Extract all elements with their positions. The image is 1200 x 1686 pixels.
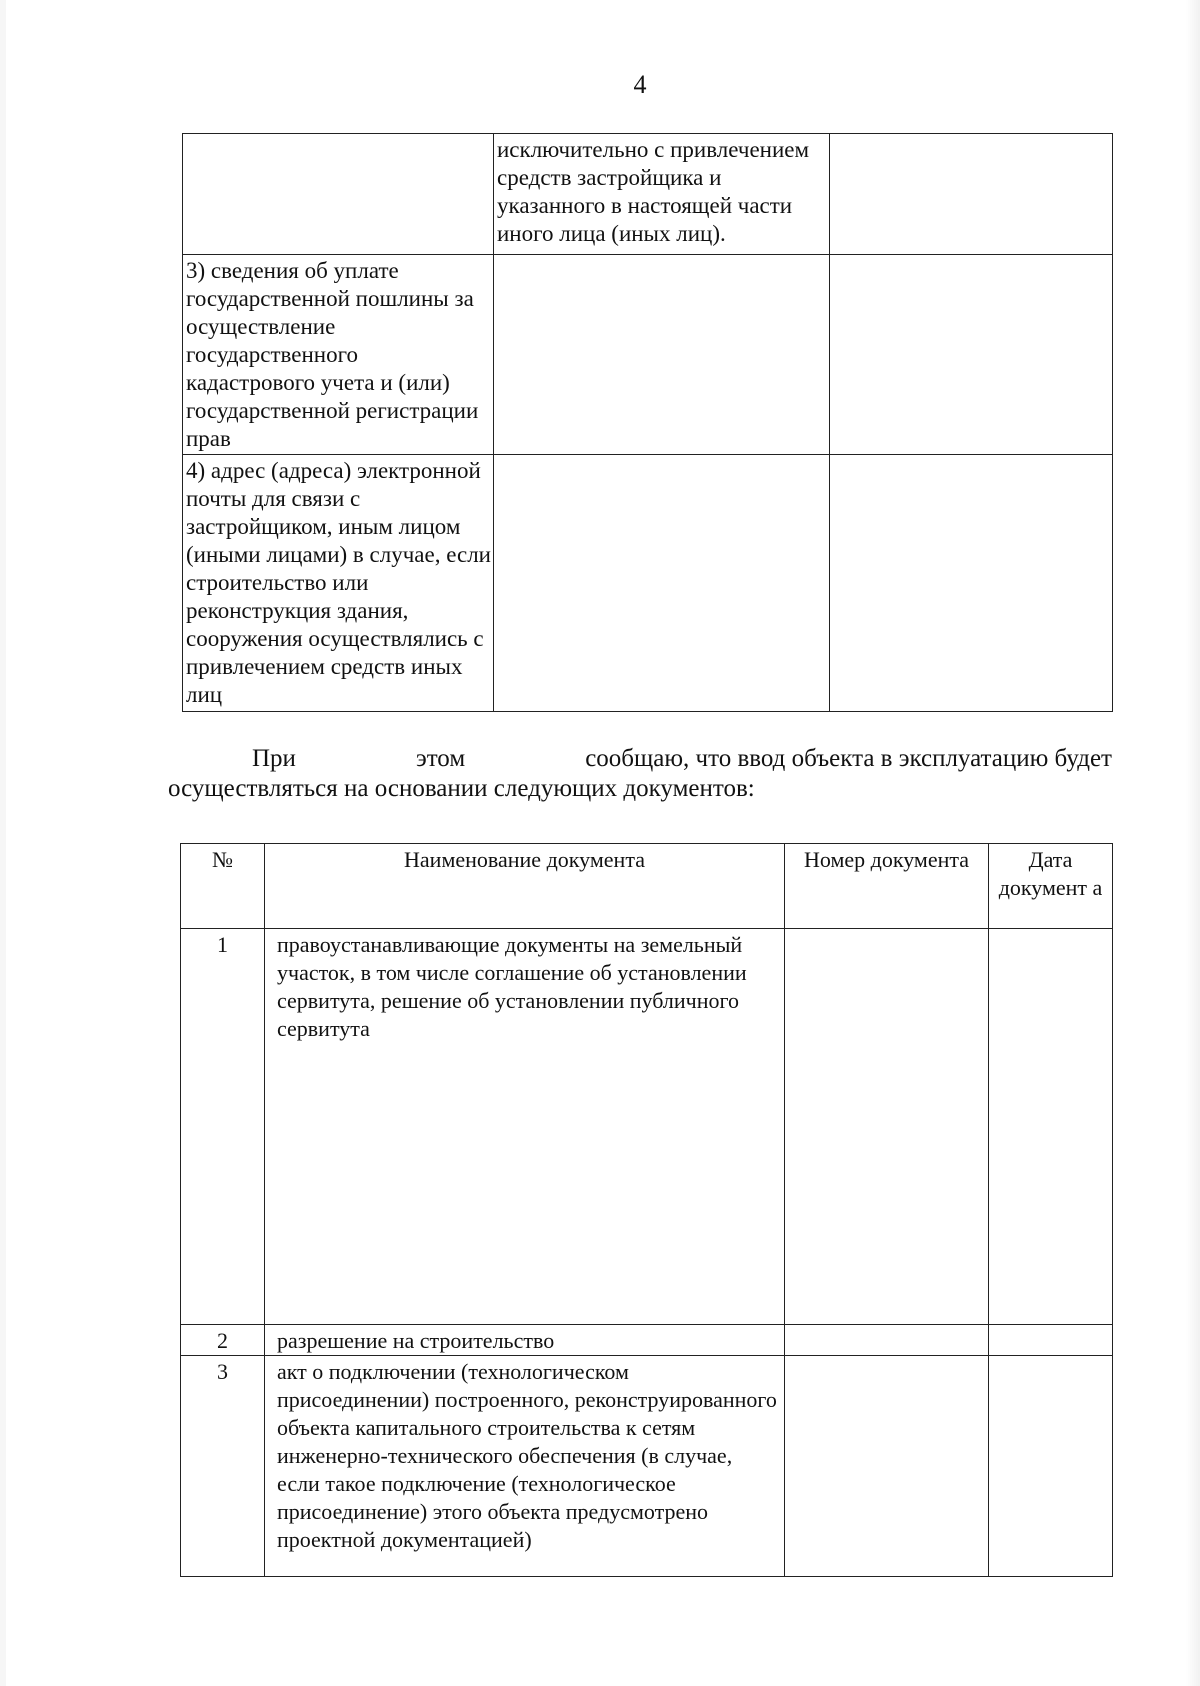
page-number: 4 [633,70,647,99]
document-name: правоустанавливающие документы на земельный участок, в том числе соглашение об установлении сервитута, решение об установлении публичного сервитута [265,929,785,1325]
document-number [785,929,989,1325]
intro-paragraph [168,744,1112,804]
intro-word: При [252,745,296,772]
table-row [181,1325,1113,1356]
table-cell: 3) сведения об уплате государственной пошлины за осуществление государственного кадастрового учета и (или) государственной регистрации прав [183,255,494,455]
intro-word: этом [415,745,466,772]
table-cell [830,134,1113,255]
table-cell: 4) адрес (адреса) электронной почты для связи с застройщиком, иным лицом (иными лицами) в случае, если строительство или реконструкция здания, сооружения осуществлялись с привлечением средств иных лиц [183,455,494,712]
column-header-number: № [181,844,265,929]
table-header-row [181,844,1113,929]
table-cell [183,134,494,255]
intro-line-1 [168,744,1112,774]
scan-left-edge [0,0,6,1686]
table-cell [830,455,1113,712]
document-date [989,1325,1113,1356]
table-cell: исключительно с привлечением средств застройщика и указанного в настоящей части иного лица (иных лиц). [494,134,830,255]
document-date [989,1356,1113,1577]
info-table [182,133,1113,712]
table-cell [830,255,1113,455]
column-header-doc-number: Номер документа [785,844,989,929]
document-number [785,1356,989,1577]
table-row [181,929,1113,1325]
document-name: разрешение на строительство [265,1325,785,1356]
row-number: 3 [181,1356,265,1577]
document-date [989,929,1113,1325]
documents-table [180,843,1113,1577]
document-number [785,1325,989,1356]
table-row [183,255,1113,455]
intro-line-2: осуществляться на основании следующих документов: [168,775,755,802]
document-name: акт о подключении (технологическом присоединении) построенного, реконструированного объекта капитального строительства к сетям инженерно-технического обеспечения (в случае, если такое подключение (технологическое присоединение) этого объекта предусмотрено проектной документацией) [265,1356,785,1577]
row-number: 1 [181,929,265,1325]
row-number: 2 [181,1325,265,1356]
table-row [183,455,1113,712]
scan-right-edge [1186,0,1200,1686]
table-cell [494,255,830,455]
table-cell [494,455,830,712]
table-row [183,134,1113,255]
table-row [181,1356,1113,1577]
column-header-doc-date: Дата документ а [989,844,1113,929]
intro-word: сообщаю, что ввод объекта в эксплуатацию будет [585,745,1112,772]
column-header-name: Наименование документа [265,844,785,929]
